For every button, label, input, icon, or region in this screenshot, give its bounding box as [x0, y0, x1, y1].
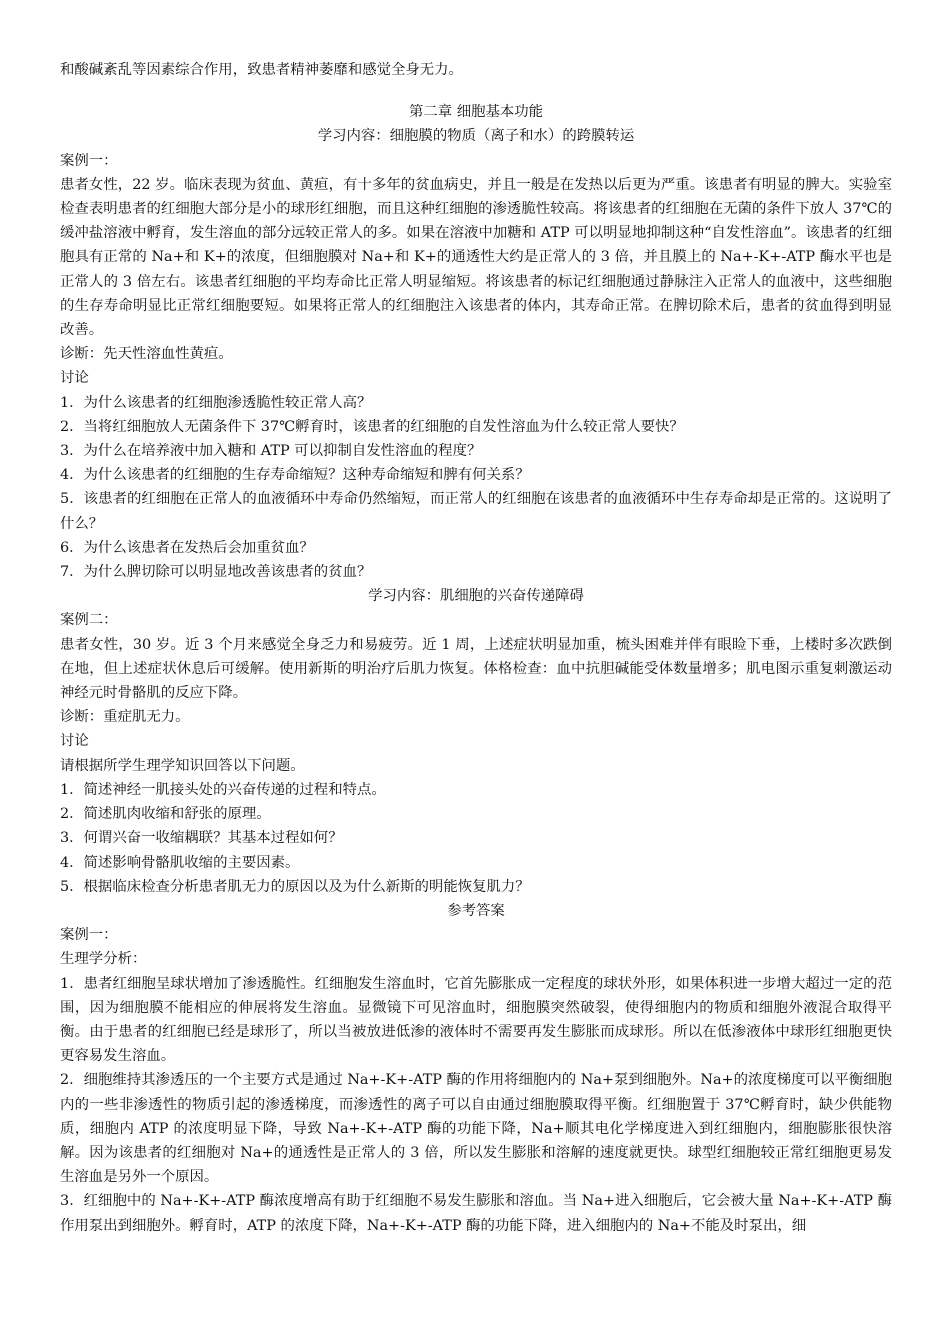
case2-question: 2．简述肌肉收缩和舒张的原理。: [60, 806, 271, 823]
case2-description: 患者女性，30 岁。近 3 个月来感觉全身乏力和易疲劳。近 1 周，上述症状明显加重，梳头困难并伴有眼睑下垂，上楼时多次跌倒在地，但上述症状休息后可缓解。使用新斯的明治疗后肌力恢复。体格检查：血中抗胆碱能受体数量增多；肌电图示重复刺激运动神经元时骨骼肌的反应下降。: [60, 636, 892, 702]
spacer: [60, 82, 892, 100]
case1-question: 2．当将红细胞放人无菌条件下 37℃孵育时，该患者的红细胞的自发性溶血为什么较正常人要快？: [60, 418, 684, 435]
answers-case-label: 案例一：: [60, 927, 118, 944]
case1-question: 1．为什么该患者的红细胞渗透脆性较正常人高？: [60, 394, 372, 411]
case2-question: 5．根据临床检查分析患者肌无力的原因以及为什么新斯的明能恢复肌力？: [60, 878, 530, 895]
case1-question: 7．为什么脾切除可以明显地改善该患者的贫血？: [60, 564, 372, 581]
case2-question-list: [60, 778, 892, 899]
case1-diagnosis: 诊断：先天性溶血性黄疸。: [60, 346, 233, 363]
case1-description: 患者女性，22 岁。临床表现为贫血、黄疸，有十多年的贫血病史，并且一般是在发热以后更为严重。该患者有明显的脾大。实验室检查表明患者的红细胞大部分是小的球形红细胞，而且这种红细胞的渗透脆性较高。将该患者的红细胞在无菌的条件下放人 37℃的缓冲盐溶液中孵育，发生溶血的部分远较正常人的多。如果在溶液中加糖和 ATP 可以明显地抑制这种“自发性溶血”。该患者的红细胞具有正常的 Na+和 K+的浓度，但细胞膜对 Na+和 K+的通透性大约是正常人的 3 倍，并且膜上的 Na+-K+-ATP 酶水平也是正常人的 3 倍左右。该患者红细胞的平均寿命比正常人明显缩短。将该患者的标记红细胞通过静脉注入正常人的血液中，这些细胞的生存寿命明显比正常红细胞要短。如果将正常人的红细胞注入该患者的体内，其寿命正常。在脾切除术后，患者的贫血得到明显改善。: [60, 176, 892, 339]
case1-question: 4．为什么该患者的红细胞的生存寿命缩短？这种寿命缩短和脾有何关系？: [60, 467, 530, 484]
case1-question: 6．为什么该患者在发热后会加重贫血？: [60, 539, 314, 556]
section1-title: 学习内容：细胞膜的物质（离子和水）的跨膜转运: [317, 128, 635, 145]
case1-discussion-label: 讨论: [60, 370, 89, 387]
case2-question: 1．简述神经一肌接头处的兴奋传递的过程和特点。: [60, 781, 386, 798]
intro-tail-text: 和酸碱紊乱等因素综合作用，致患者精神萎靡和感觉全身无力。: [60, 62, 463, 78]
case1-question: 3．为什么在培养液中加入糖和 ATP 可以抑制自发性溶血的程度？: [60, 443, 482, 460]
answers-title: 参考答案: [447, 902, 505, 919]
document-page: [60, 58, 892, 1238]
case1-question: 5．该患者的红细胞在正常人的血液循环中寿命仍然缩短，而正常人的红细胞在该患者的血液循环中生存寿命却是正常的。这说明了什么？: [60, 491, 892, 532]
section2-title: 学习内容：肌细胞的兴奋传递障碍: [368, 588, 584, 605]
answers-analysis-label: 生理学分析：: [60, 951, 147, 968]
case2-prompt: 请根据所学生理学知识回答以下问题。: [60, 757, 305, 774]
chapter-title: 第二章 细胞基本功能: [408, 104, 544, 121]
case2-discussion-label: 讨论: [60, 733, 89, 750]
case2-label: 案例二：: [60, 612, 118, 629]
case1-label: 案例一：: [60, 152, 118, 169]
answer-item: 2．细胞维持其渗透压的一个主要方式是通过 Na+-K+-ATP 酶的作用将细胞内的 Na+泵到细胞外。Na+的浓度梯度可以平衡细胞内的一些非渗透性的物质引起的渗透梯度，而渗透性的离子可以自由通过细胞膜取得平衡。红细胞置于 37℃孵育时，缺少供能物质，细胞内 ATP 的浓度明显下降，导致 Na+-K+-ATP 酶的功能下降，Na+顺其电化学梯度进入到红细胞内，细胞膨胀很快溶解。因为该患者的红细胞对 Na+的通透性是正常人的 3 倍，所以发生膨胀和溶解的速度就更快。球型红细胞较正常红细胞更易发生溶血是另外一个原因。: [60, 1072, 892, 1186]
case2-diagnosis: 诊断：重症肌无力。: [60, 709, 190, 726]
case1-question-list: [60, 391, 892, 585]
case2-question: 4．简述影响骨骼肌收缩的主要因素。: [60, 854, 300, 871]
answer-item: 3．红细胞中的 Na+-K+-ATP 酶浓度增高有助于红细胞不易发生膨胀和溶血。当 Na+进入细胞后，它会被大量 Na+-K+-ATP 酶作用泵出到细胞外。孵育时，ATP 的浓度下降，Na+-K+-ATP 酶的功能下降，进入细胞内的 Na+不能及时泵出，细: [60, 1193, 892, 1234]
answer-item: 1．患者红细胞呈球状增加了渗透脆性。红细胞发生溶血时，它首先膨胀成一定程度的球状外形，如果体积进一步增大超过一定的范围，因为细胞膜不能相应的伸展将发生溶血。显微镜下可见溶血时，细胞膜突然破裂，使得细胞内的物质和细胞外液混合取得平衡。由于患者的红细胞已经是球形了，所以当被放进低渗的液体时不需要再发生膨胀而成球形。所以在低渗液体中球形红细胞更快更容易发生溶血。: [60, 975, 892, 1065]
case2-question: 3．何谓兴奋一收缩耦联？其基本过程如何？: [60, 830, 343, 847]
answer-list: [60, 972, 892, 1238]
